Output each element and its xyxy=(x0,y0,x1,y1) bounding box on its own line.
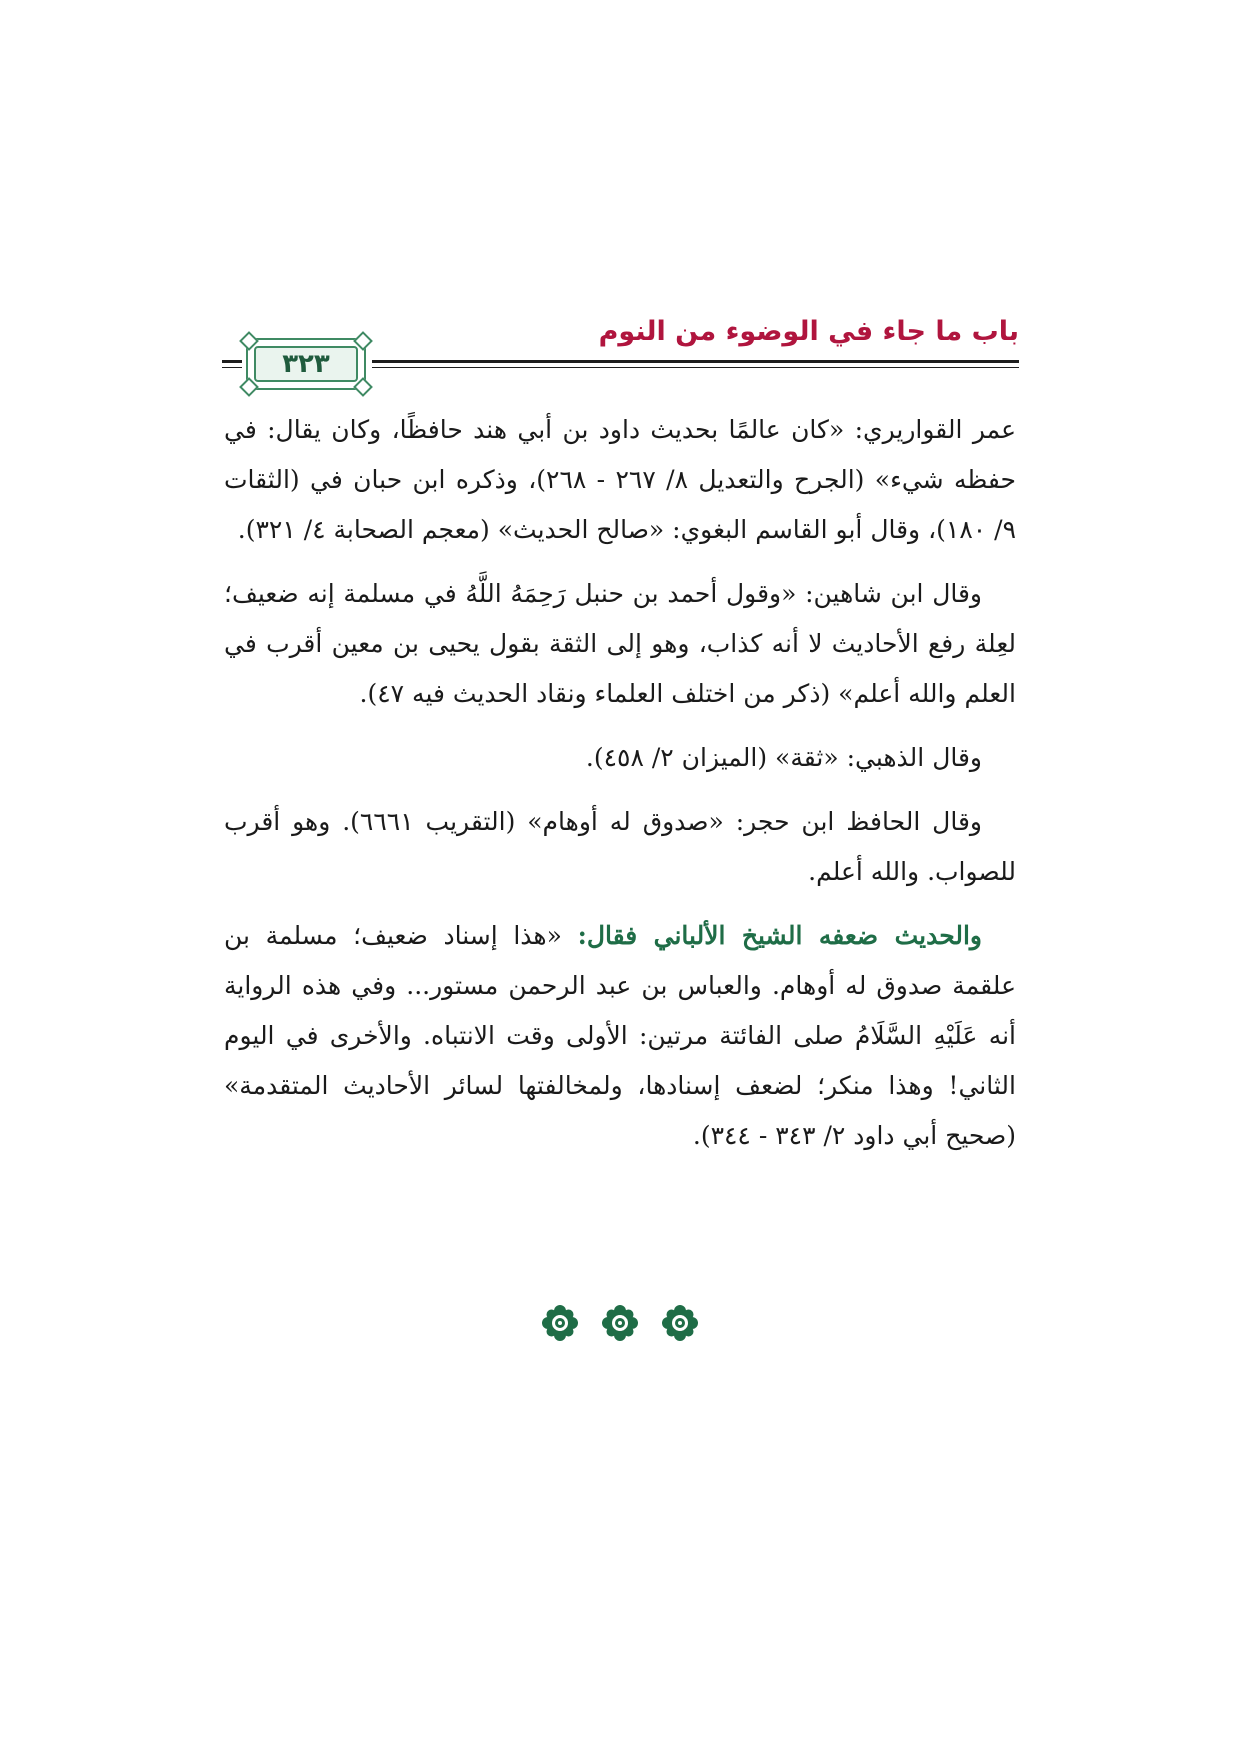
paragraph-1: عمر القواريري: «كان عالمًا بحديث داود بن أبي هند حافظًا، وكان يقال: في حفظه شيء» (الجرح والتعديل ٨/ ٢٦٧ - ٢٦٨)، وذكره ابن حبان في (الثقات ٩/ ١٨٠)، وقال أبو القاسم البغوي: «صالح الحديث» (معجم الصحابة ٤/ ٣٢١). xyxy=(224,415,1016,544)
header-rule-left-thin xyxy=(222,367,242,368)
paragraph-5-lead: والحديث ضعفه الشيخ الألباني فقال: xyxy=(577,921,982,950)
page-number-badge xyxy=(246,338,366,390)
section-end-ornaments xyxy=(0,1303,1240,1343)
flower-ornament-icon xyxy=(660,1303,700,1343)
paragraph-4: وقال الحافظ ابن حجر: «صدوق له أوهام» (التقريب ٦٦٦١). وهو أقرب للصواب. والله أعلم. xyxy=(224,807,1016,886)
paragraph-2: وقال ابن شاهين: «وقول أحمد بن حنبل رَحِمَهُ اللَّهُ في مسلمة إنه ضعيف؛ لعِلة رفع الأحاديث لا أنه كذاب، وهو إلى الثقة بقول يحيى بن معين أقرب في العلم والله أعلم» (ذكر من اختلف العلماء ونقاد الحديث فيه ٤٧). xyxy=(224,579,1016,708)
header-rule xyxy=(372,360,1019,363)
page-number: ٣٢٣ xyxy=(282,349,330,379)
flower-ornament-icon xyxy=(600,1303,640,1343)
flower-ornament-icon xyxy=(540,1303,580,1343)
chapter-title: باب ما جاء في الوضوء من النوم xyxy=(598,316,1019,347)
page-body xyxy=(224,405,1016,1175)
paragraph-5 xyxy=(224,911,1016,1161)
header-rule-left xyxy=(222,360,242,363)
page-number-frame xyxy=(254,346,358,382)
paragraph-5-text: «هذا إسناد ضعيف؛ مسلمة بن علقمة صدوق له أوهام. والعباس بن عبد الرحمن مستور... وفي هذه الرواية أنه عَلَيْهِ السَّلَامُ صلى الفائتة مرتين: الأولى وقت الانتباه. والأخرى في اليوم الثاني! وهذا منكر؛ لضعف إسنادها، ولمخالفتها لسائر الأحاديث المتقدمة» (صحيح أبي داود ٢/ ٣٤٣ - ٣٤٤). xyxy=(224,921,1016,1150)
paragraph-3: وقال الذهبي: «ثقة» (الميزان ٢/ ٤٥٨). xyxy=(585,743,982,772)
header-rule-thin xyxy=(372,367,1019,368)
page-header xyxy=(222,308,1019,388)
